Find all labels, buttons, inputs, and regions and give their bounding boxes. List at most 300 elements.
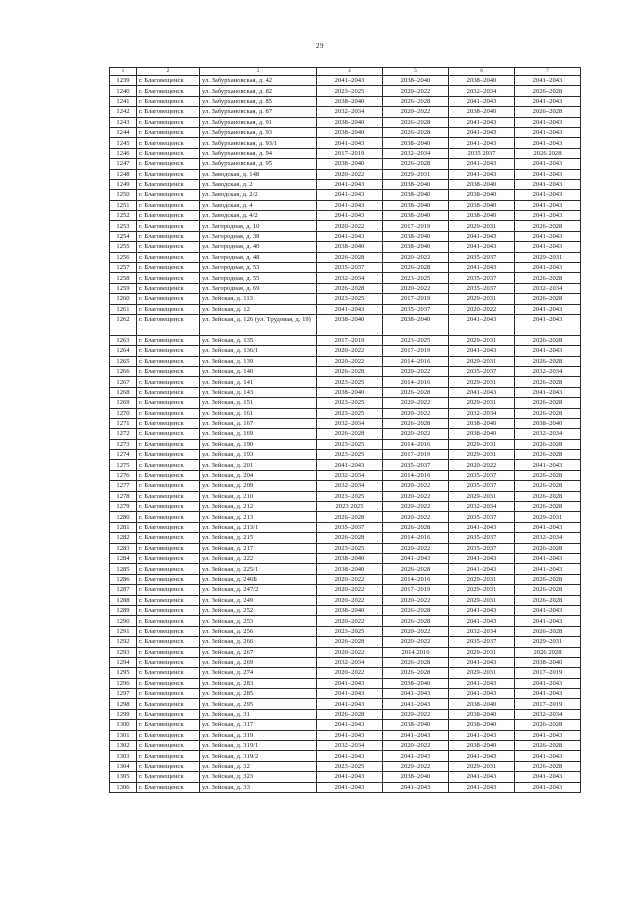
row-number: 1286 bbox=[110, 574, 137, 584]
table-row bbox=[110, 439, 581, 449]
row-number: 1250 bbox=[110, 190, 137, 200]
table-row bbox=[110, 117, 581, 127]
city-cell: г. Благовещенск bbox=[137, 252, 200, 262]
table-row bbox=[110, 668, 581, 678]
period-cell: 2029–2031 bbox=[449, 377, 515, 387]
period-cell: 2032–2034 bbox=[449, 502, 515, 512]
period-cell: 2041–2043 bbox=[449, 231, 515, 241]
period-cell: 2017–2019 bbox=[317, 148, 383, 158]
city-cell: г. Благовещенск bbox=[137, 117, 200, 127]
city-cell: г. Благовещенск bbox=[137, 273, 200, 283]
city-cell: г. Благовещенск bbox=[137, 387, 200, 397]
period-cell: 2020–2022 bbox=[383, 761, 449, 771]
period-cell: 2029–2031 bbox=[449, 761, 515, 771]
address-cell: ул. Забурхановская, д. 87 bbox=[200, 107, 317, 117]
city-cell: г. Благовещенск bbox=[137, 76, 200, 86]
city-cell: г. Благовещенск bbox=[137, 470, 200, 480]
table-row bbox=[110, 689, 581, 699]
period-cell: 2038–2040 bbox=[383, 772, 449, 782]
address-cell: ул. Зейская, д. 136/1 bbox=[200, 346, 317, 356]
address-cell: ул. Зейская, д. 143 bbox=[200, 387, 317, 397]
row-number: 1275 bbox=[110, 460, 137, 470]
city-cell: г. Благовещенск bbox=[137, 366, 200, 376]
row-number: 1288 bbox=[110, 595, 137, 605]
row-number: 1253 bbox=[110, 221, 137, 231]
period-cell: 2041–2043 bbox=[449, 657, 515, 667]
period-cell: 2029–2031 bbox=[449, 574, 515, 584]
row-number: 1276 bbox=[110, 470, 137, 480]
city-cell: г. Благовещенск bbox=[137, 200, 200, 210]
city-cell: г. Благовещенск bbox=[137, 148, 200, 158]
row-number: 1285 bbox=[110, 564, 137, 574]
period-cell: 2026–2028 bbox=[317, 429, 383, 439]
period-cell: 2041–2043 bbox=[449, 553, 515, 563]
address-cell: ул. Зейская, д. 190 bbox=[200, 439, 317, 449]
period-cell: 2020–2022 bbox=[383, 512, 449, 522]
address-cell: ул. Зейская, д. 167 bbox=[200, 418, 317, 428]
table-row bbox=[110, 730, 581, 740]
city-cell: г. Благовещенск bbox=[137, 460, 200, 470]
address-cell: ул. Зейская, д. 113 bbox=[200, 294, 317, 304]
period-cell: 2029–2031 bbox=[515, 637, 581, 647]
period-cell: 2041–2043 bbox=[515, 190, 581, 200]
period-cell: 2023–2025 bbox=[317, 294, 383, 304]
table-row bbox=[110, 772, 581, 782]
table-row bbox=[110, 242, 581, 252]
period-cell: 2041–2043 bbox=[317, 751, 383, 761]
period-cell: 2038–2040 bbox=[383, 242, 449, 252]
address-cell: ул. Зейская, д. 319/1 bbox=[200, 741, 317, 751]
city-cell: г. Благовещенск bbox=[137, 564, 200, 574]
city-cell: г. Благовещенск bbox=[137, 574, 200, 584]
row-number: 1252 bbox=[110, 211, 137, 221]
period-cell: 2020–2022 bbox=[317, 668, 383, 678]
period-cell: 2020–2022 bbox=[317, 595, 383, 605]
period-cell: 2041–2043 bbox=[317, 782, 383, 792]
period-cell: 2023–2025 bbox=[317, 398, 383, 408]
period-cell: 2017–2019 bbox=[383, 294, 449, 304]
city-cell: г. Благовещенск bbox=[137, 751, 200, 761]
period-cell: 2038–2040 bbox=[317, 159, 383, 169]
row-number: 1245 bbox=[110, 138, 137, 148]
period-cell: 2038–2040 bbox=[383, 138, 449, 148]
address-cell: ул. Загородная, д. 48 bbox=[200, 252, 317, 262]
period-cell: 2026–2028 bbox=[317, 709, 383, 719]
table-row bbox=[110, 356, 581, 366]
period-cell: 2029–2031 bbox=[449, 221, 515, 231]
period-cell: 2020–2022 bbox=[383, 709, 449, 719]
address-cell: ул. Зейская, д. 323 bbox=[200, 772, 317, 782]
table-row bbox=[110, 637, 581, 647]
table-row bbox=[110, 294, 581, 304]
table-row bbox=[110, 761, 581, 771]
table-row bbox=[110, 408, 581, 418]
period-cell: 2038–2040 bbox=[449, 179, 515, 189]
row-number: 1305 bbox=[110, 772, 137, 782]
row-number: 1254 bbox=[110, 231, 137, 241]
period-cell: 2038–2040 bbox=[449, 699, 515, 709]
period-cell: 2041–2043 bbox=[515, 200, 581, 210]
period-cell: 2026–2028 bbox=[383, 96, 449, 106]
address-cell: ул. Зейская, д. 317 bbox=[200, 720, 317, 730]
period-cell: 2041–2043 bbox=[317, 678, 383, 688]
column-number: 3 bbox=[200, 68, 317, 76]
period-cell: 2026–2028 bbox=[317, 637, 383, 647]
period-cell: 2041–2043 bbox=[515, 678, 581, 688]
row-number: 1258 bbox=[110, 273, 137, 283]
period-cell: 2023–2025 bbox=[317, 626, 383, 636]
period-cell: 2029–2031 bbox=[449, 439, 515, 449]
address-cell: ул. Забурхановская, д. 85 bbox=[200, 96, 317, 106]
period-cell: 2041–2043 bbox=[515, 179, 581, 189]
table-row bbox=[110, 200, 581, 210]
period-cell: 2029–2031 bbox=[383, 169, 449, 179]
period-cell: 2032–2034 bbox=[317, 481, 383, 491]
table-row bbox=[110, 346, 581, 356]
period-cell: 2041–2043 bbox=[515, 159, 581, 169]
address-cell: ул. Зейская, д. 139 bbox=[200, 356, 317, 366]
address-cell: ул. Зейская, д. 252 bbox=[200, 605, 317, 615]
table-row bbox=[110, 335, 581, 345]
period-cell: 2035–2037 bbox=[449, 543, 515, 553]
period-cell: 2026–2028 bbox=[515, 574, 581, 584]
period-cell: 2020–2022 bbox=[383, 637, 449, 647]
city-cell: г. Благовещенск bbox=[137, 481, 200, 491]
address-cell: ул. Зейская, д. 151 bbox=[200, 398, 317, 408]
period-cell: 2020–2022 bbox=[383, 252, 449, 262]
period-cell: 2020–2022 bbox=[383, 741, 449, 751]
address-cell: ул. Загородная, д. 55 bbox=[200, 273, 317, 283]
table-row bbox=[110, 127, 581, 137]
address-cell: ул. Зейская, д. 169 bbox=[200, 429, 317, 439]
address-cell: ул. Забурхановская, д. 93/1 bbox=[200, 138, 317, 148]
row-number: 1262 bbox=[110, 314, 137, 335]
period-cell: 2038–2040 bbox=[383, 678, 449, 688]
period-cell: 2023 2025 bbox=[317, 502, 383, 512]
period-cell: 2020–2022 bbox=[383, 502, 449, 512]
address-cell: ул. Загородная, д. 53 bbox=[200, 263, 317, 273]
period-cell: 2020–2022 bbox=[383, 626, 449, 636]
period-cell: 2029–2031 bbox=[515, 512, 581, 522]
period-cell: 2020–2022 bbox=[449, 460, 515, 470]
city-cell: г. Благовещенск bbox=[137, 772, 200, 782]
table-row bbox=[110, 720, 581, 730]
period-cell: 2020–2022 bbox=[383, 107, 449, 117]
period-cell: 2029–2031 bbox=[449, 647, 515, 657]
city-cell: г. Благовещенск bbox=[137, 398, 200, 408]
period-cell: 2026–2028 bbox=[383, 117, 449, 127]
row-number: 1272 bbox=[110, 429, 137, 439]
period-cell: 2026–2028 bbox=[383, 616, 449, 626]
row-number: 1265 bbox=[110, 356, 137, 366]
period-cell: 2026–2028 bbox=[515, 439, 581, 449]
period-cell: 2038–2040 bbox=[317, 242, 383, 252]
period-cell: 2038–2040 bbox=[317, 564, 383, 574]
period-cell: 2026–2028 bbox=[515, 86, 581, 96]
period-cell: 2041–2043 bbox=[449, 169, 515, 179]
table-row bbox=[110, 429, 581, 439]
period-cell: 2041–2043 bbox=[515, 772, 581, 782]
address-cell: ул. Забурхановская, д. 95 bbox=[200, 159, 317, 169]
address-cell: ул. Забурхановская, д. 91 bbox=[200, 117, 317, 127]
period-cell: 2032–2034 bbox=[449, 408, 515, 418]
period-cell: 2020–2022 bbox=[317, 574, 383, 584]
period-cell: 2041–2043 bbox=[317, 200, 383, 210]
row-number: 1273 bbox=[110, 439, 137, 449]
period-cell: 2035–2037 bbox=[317, 522, 383, 532]
period-cell: 2041–2043 bbox=[449, 387, 515, 397]
period-cell: 2020–2022 bbox=[317, 356, 383, 366]
period-cell: 2041–2043 bbox=[449, 616, 515, 626]
address-cell: ул. Заводская, д. 2 bbox=[200, 179, 317, 189]
address-cell: ул. Зейская, д. 212 bbox=[200, 502, 317, 512]
period-cell: 2029–2031 bbox=[449, 356, 515, 366]
period-cell: 2038–2040 bbox=[317, 127, 383, 137]
period-cell: 2020–2022 bbox=[317, 221, 383, 231]
address-cell: ул. Зейская, д. 253 bbox=[200, 616, 317, 626]
period-cell: 2035–2037 bbox=[449, 470, 515, 480]
address-cell: ул. Зейская, д. 204 bbox=[200, 470, 317, 480]
period-cell: 2035–2037 bbox=[449, 512, 515, 522]
period-cell: 2032–2034 bbox=[515, 533, 581, 543]
period-cell: 2035–2037 bbox=[449, 533, 515, 543]
table-row bbox=[110, 481, 581, 491]
period-cell: 2038–2040 bbox=[317, 605, 383, 615]
period-cell: 2035–2037 bbox=[449, 481, 515, 491]
period-cell: 2029–2031 bbox=[449, 668, 515, 678]
city-cell: г. Благовещенск bbox=[137, 502, 200, 512]
period-cell: 2023–2025 bbox=[317, 450, 383, 460]
city-cell: г. Благовещенск bbox=[137, 585, 200, 595]
table-row bbox=[110, 190, 581, 200]
period-cell: 2020–2022 bbox=[383, 595, 449, 605]
address-cell: ул. Зейская, д. 32 bbox=[200, 761, 317, 771]
table-row bbox=[110, 96, 581, 106]
city-cell: г. Благовещенск bbox=[137, 346, 200, 356]
period-cell: 2041–2043 bbox=[515, 314, 581, 335]
period-cell: 2029–2031 bbox=[449, 491, 515, 501]
table-row bbox=[110, 605, 581, 615]
period-cell: 2029–2031 bbox=[449, 294, 515, 304]
period-cell: 2032–2034 bbox=[449, 626, 515, 636]
row-number: 1263 bbox=[110, 335, 137, 345]
period-cell: 2023–2025 bbox=[383, 335, 449, 345]
period-cell: 2041–2043 bbox=[449, 678, 515, 688]
period-cell: 2017–2019 bbox=[383, 585, 449, 595]
period-cell: 2041–2043 bbox=[317, 772, 383, 782]
period-cell: 2032–2034 bbox=[515, 283, 581, 293]
period-cell: 2038–2040 bbox=[383, 314, 449, 335]
period-cell: 2020–2022 bbox=[317, 169, 383, 179]
city-cell: г. Благовещенск bbox=[137, 491, 200, 501]
table-row bbox=[110, 377, 581, 387]
city-cell: г. Благовещенск bbox=[137, 231, 200, 241]
table-row bbox=[110, 418, 581, 428]
row-number: 1271 bbox=[110, 418, 137, 428]
period-cell: 2026–2028 bbox=[515, 741, 581, 751]
period-cell: 2041–2043 bbox=[449, 314, 515, 335]
city-cell: г. Благовещенск bbox=[137, 377, 200, 387]
city-cell: г. Благовещенск bbox=[137, 689, 200, 699]
city-cell: г. Благовещенск bbox=[137, 741, 200, 751]
period-cell: 2038–2040 bbox=[449, 709, 515, 719]
address-cell: ул. Зейская, д. 256 bbox=[200, 626, 317, 636]
period-cell: 2026–2028 bbox=[317, 366, 383, 376]
city-cell: г. Благовещенск bbox=[137, 294, 200, 304]
row-number: 1264 bbox=[110, 346, 137, 356]
period-cell: 2038–2040 bbox=[383, 720, 449, 730]
period-cell: 2041–2043 bbox=[449, 605, 515, 615]
city-cell: г. Благовещенск bbox=[137, 782, 200, 792]
table-row bbox=[110, 564, 581, 574]
period-cell: 2041–2043 bbox=[449, 564, 515, 574]
table-row bbox=[110, 169, 581, 179]
period-cell: 2041–2043 bbox=[317, 190, 383, 200]
period-cell: 2032–2034 bbox=[317, 741, 383, 751]
table-row bbox=[110, 533, 581, 543]
period-cell: 2041–2043 bbox=[383, 689, 449, 699]
period-cell: 2026–2028 bbox=[515, 491, 581, 501]
period-cell: 2041–2043 bbox=[515, 616, 581, 626]
address-cell: ул. Забурхановская, д. 82 bbox=[200, 86, 317, 96]
row-number: 1293 bbox=[110, 647, 137, 657]
period-cell: 2041–2043 bbox=[449, 117, 515, 127]
city-cell: г. Благовещенск bbox=[137, 605, 200, 615]
period-cell: 2041–2043 bbox=[449, 730, 515, 740]
address-cell: ул. Зейская, д. 225/1 bbox=[200, 564, 317, 574]
table-row bbox=[110, 387, 581, 397]
city-cell: г. Благовещенск bbox=[137, 657, 200, 667]
address-cell: ул. Забурхановская, д. 94 bbox=[200, 148, 317, 158]
period-cell: 2041–2043 bbox=[449, 242, 515, 252]
period-cell: 2023–2025 bbox=[317, 491, 383, 501]
address-cell: ул. Заводская, д. 4 bbox=[200, 200, 317, 210]
period-cell: 2041–2043 bbox=[515, 242, 581, 252]
row-number: 1260 bbox=[110, 294, 137, 304]
period-cell: 2041–2043 bbox=[515, 522, 581, 532]
address-cell: ул. Зейская, д. 319/2 bbox=[200, 751, 317, 761]
city-cell: г. Благовещенск bbox=[137, 626, 200, 636]
row-number: 1278 bbox=[110, 491, 137, 501]
table-row bbox=[110, 543, 581, 553]
period-cell: 2035–2037 bbox=[449, 252, 515, 262]
period-cell: 2026–2028 bbox=[383, 418, 449, 428]
period-cell: 2041–2043 bbox=[449, 159, 515, 169]
row-number: 1304 bbox=[110, 761, 137, 771]
period-cell: 2026 2028 bbox=[515, 647, 581, 657]
period-cell: 2038–2040 bbox=[317, 553, 383, 563]
period-cell: 2041–2043 bbox=[515, 387, 581, 397]
address-cell: ул. Зейская, д. 12 bbox=[200, 304, 317, 314]
row-number: 1242 bbox=[110, 107, 137, 117]
city-cell: г. Благовещенск bbox=[137, 553, 200, 563]
period-cell: 2041–2043 bbox=[317, 138, 383, 148]
row-number: 1282 bbox=[110, 533, 137, 543]
table-row bbox=[110, 314, 581, 335]
period-cell: 2023–2025 bbox=[317, 439, 383, 449]
period-cell: 2038–2040 bbox=[449, 200, 515, 210]
row-number: 1239 bbox=[110, 76, 137, 86]
address-cell: ул. Зейская, д. 295 bbox=[200, 699, 317, 709]
period-cell: 2041–2043 bbox=[449, 346, 515, 356]
row-number: 1302 bbox=[110, 741, 137, 751]
address-cell: ул. Зейская, д. 193 bbox=[200, 450, 317, 460]
address-cell: ул. Зейская, д. 33 bbox=[200, 782, 317, 792]
city-cell: г. Благовещенск bbox=[137, 761, 200, 771]
address-cell: ул. Зейская, д. 215 bbox=[200, 533, 317, 543]
period-cell: 2035 2037 bbox=[449, 148, 515, 158]
period-cell: 2026–2028 bbox=[515, 450, 581, 460]
period-cell: 2023–2025 bbox=[317, 761, 383, 771]
row-number: 1294 bbox=[110, 657, 137, 667]
row-number: 1257 bbox=[110, 263, 137, 273]
period-cell: 2041–2043 bbox=[515, 304, 581, 314]
row-number: 1280 bbox=[110, 512, 137, 522]
period-cell: 2026–2028 bbox=[383, 387, 449, 397]
period-cell: 2035–2037 bbox=[449, 273, 515, 283]
period-cell: 2026–2028 bbox=[383, 564, 449, 574]
table-row bbox=[110, 460, 581, 470]
period-cell: 2041–2043 bbox=[515, 211, 581, 221]
period-cell: 2041–2043 bbox=[515, 346, 581, 356]
period-cell: 2026–2028 bbox=[515, 356, 581, 366]
address-cell: ул. Зейская, д. 213/1 bbox=[200, 522, 317, 532]
address-cell: ул. Загородная, д. 69 bbox=[200, 283, 317, 293]
city-cell: г. Благовещенск bbox=[137, 450, 200, 460]
city-cell: г. Благовещенск bbox=[137, 616, 200, 626]
period-cell: 2026–2028 bbox=[383, 159, 449, 169]
period-cell: 2035–2037 bbox=[383, 460, 449, 470]
table-row bbox=[110, 741, 581, 751]
city-cell: г. Благовещенск bbox=[137, 283, 200, 293]
register-table bbox=[109, 67, 581, 793]
period-cell: 2026–2028 bbox=[515, 626, 581, 636]
period-cell: 2026–2028 bbox=[515, 481, 581, 491]
row-number: 1268 bbox=[110, 387, 137, 397]
table-row bbox=[110, 273, 581, 283]
row-number: 1292 bbox=[110, 637, 137, 647]
table-row bbox=[110, 148, 581, 158]
city-cell: г. Благовещенск bbox=[137, 211, 200, 221]
row-number: 1261 bbox=[110, 304, 137, 314]
table-row bbox=[110, 709, 581, 719]
period-cell: 2020–2022 bbox=[383, 398, 449, 408]
period-cell: 2038–2040 bbox=[449, 741, 515, 751]
row-number: 1274 bbox=[110, 450, 137, 460]
period-cell: 2023–2025 bbox=[317, 377, 383, 387]
period-cell: 2041–2043 bbox=[317, 304, 383, 314]
period-cell: 2032–2034 bbox=[317, 107, 383, 117]
period-cell: 2020–2022 bbox=[383, 408, 449, 418]
table-row bbox=[110, 107, 581, 117]
address-cell: ул. Зейская, д. 201 bbox=[200, 460, 317, 470]
table-row bbox=[110, 366, 581, 376]
address-cell: ул. Заводская, д. 2/2 bbox=[200, 190, 317, 200]
city-cell: г. Благовещенск bbox=[137, 595, 200, 605]
period-cell: 2038–2040 bbox=[383, 200, 449, 210]
period-cell: 2029–2031 bbox=[449, 595, 515, 605]
period-cell: 2023–2025 bbox=[317, 543, 383, 553]
period-cell: 2026–2028 bbox=[515, 107, 581, 117]
table-row bbox=[110, 86, 581, 96]
period-cell: 2026–2028 bbox=[317, 512, 383, 522]
period-cell: 2020–2022 bbox=[383, 543, 449, 553]
period-cell: 2041–2043 bbox=[449, 127, 515, 137]
address-cell: ул. Зейская, д. 269 bbox=[200, 657, 317, 667]
period-cell: 2032–2034 bbox=[317, 470, 383, 480]
period-cell: 2041–2043 bbox=[317, 730, 383, 740]
period-cell: 2041–2043 bbox=[515, 263, 581, 273]
